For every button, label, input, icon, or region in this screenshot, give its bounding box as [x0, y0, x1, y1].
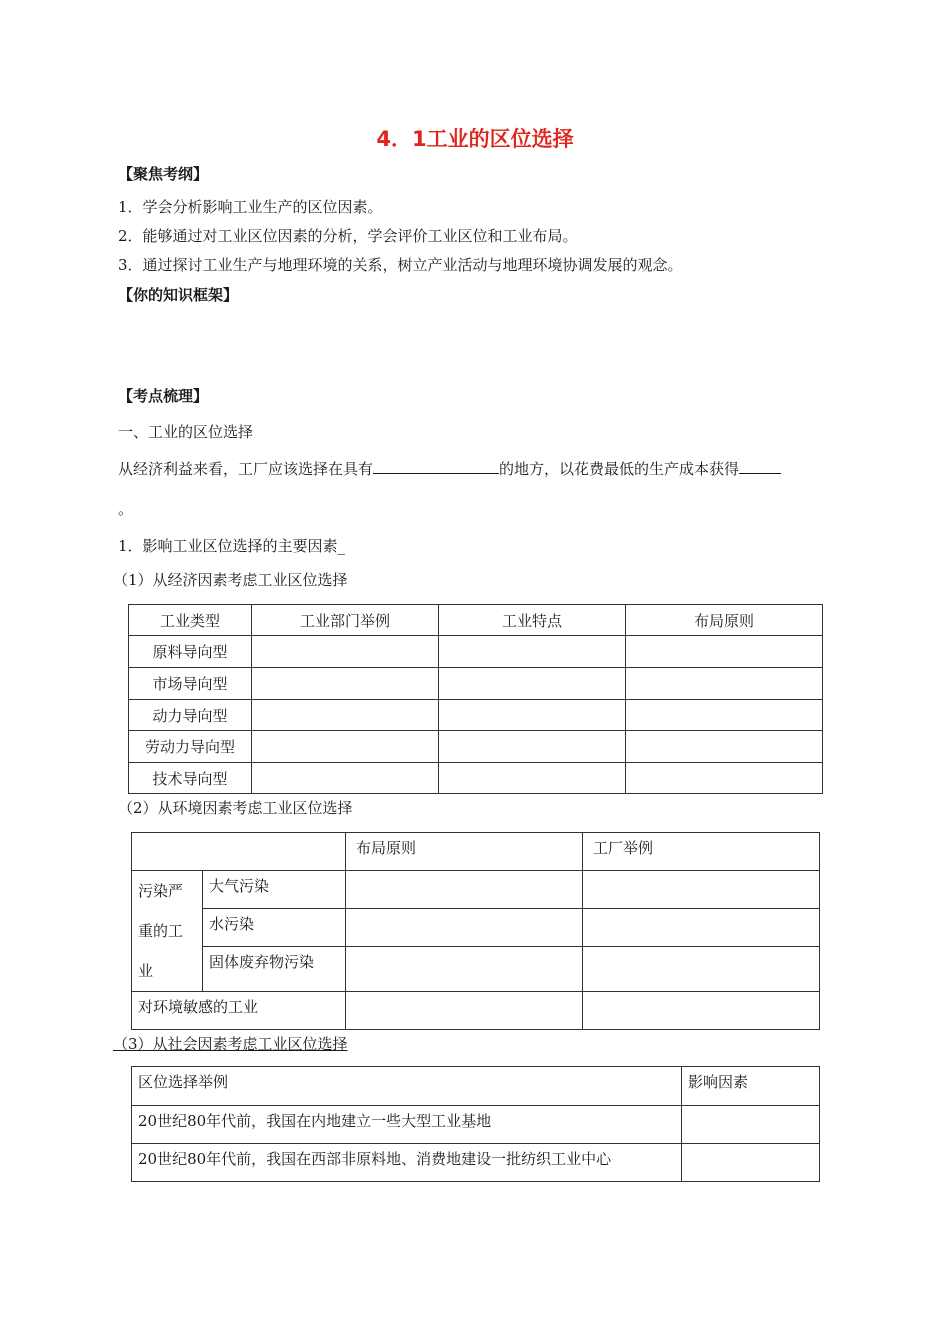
review-heading: 【考点梳理】	[118, 387, 209, 405]
page-title: 4．1工业的区位选择	[376, 127, 574, 151]
example-cell: 20世纪80年代前，我国在西部非原料地、消费地建设一批纺织工业中心	[132, 1144, 682, 1182]
table-row	[129, 700, 823, 731]
table-header-row	[129, 605, 823, 636]
header-cell: 影响因素	[682, 1067, 820, 1106]
header-cell: 工业特点	[439, 605, 626, 636]
table-row	[132, 871, 820, 909]
q2-title: （2）从环境因素考虑工业区位选择	[118, 799, 353, 817]
answer-cell[interactable]	[252, 763, 439, 794]
answer-cell[interactable]	[682, 1106, 820, 1144]
header-cell: 工业部门举例	[252, 605, 439, 636]
table-row	[132, 1144, 820, 1182]
table-row	[129, 763, 823, 794]
answer-cell[interactable]	[439, 763, 626, 794]
answer-cell[interactable]	[252, 668, 439, 700]
row-label: 固体废弃物污染	[203, 947, 346, 992]
answer-cell[interactable]	[346, 909, 583, 947]
answer-cell[interactable]	[626, 636, 823, 668]
table-header-row	[132, 833, 820, 871]
social-factors-table	[131, 1066, 820, 1182]
framework-heading: 【你的知识框架】	[118, 286, 239, 304]
row-label: 原料导向型	[129, 636, 252, 668]
fill-sentence-b: 的地方，以花费最低的生产成本获得	[499, 460, 740, 478]
row-label: 技术导向型	[129, 763, 252, 794]
row-label: 大气污染	[203, 871, 346, 909]
q3-title: （3）从社会因素考虑工业区位选择	[113, 1035, 348, 1053]
sub1-text: 1．影响工业区位选择的主要因素	[118, 537, 338, 555]
part1-title: 一、工业的区位选择	[118, 423, 254, 441]
answer-cell[interactable]	[252, 700, 439, 731]
fill-sentence	[118, 458, 781, 479]
answer-cell[interactable]	[439, 636, 626, 668]
answer-cell[interactable]	[682, 1144, 820, 1182]
answer-cell[interactable]	[583, 871, 820, 909]
header-cell: 布局原则	[346, 833, 583, 871]
answer-cell[interactable]	[346, 947, 583, 992]
economic-factors-table	[128, 604, 823, 794]
row-label: 劳动力导向型	[129, 731, 252, 763]
environmental-factors-table	[131, 832, 820, 1030]
table-row	[129, 668, 823, 700]
table-row	[129, 636, 823, 668]
table-header-row	[132, 1067, 820, 1106]
answer-cell[interactable]	[583, 947, 820, 992]
header-cell: 工业类型	[129, 605, 252, 636]
row-label: 市场导向型	[129, 668, 252, 700]
fill-blank-1[interactable]	[373, 459, 499, 474]
answer-cell[interactable]	[583, 909, 820, 947]
header-cell: 工厂举例	[583, 833, 820, 871]
answer-cell[interactable]	[626, 668, 823, 700]
table-row	[132, 1106, 820, 1144]
table-row	[129, 731, 823, 763]
sub1-trail: _	[337, 537, 346, 555]
row-label: 对环境敏感的工业	[132, 992, 346, 1030]
sub1-title	[118, 535, 345, 556]
group-label: 污染严重的工业	[132, 871, 203, 992]
answer-cell[interactable]	[439, 700, 626, 731]
table-row	[132, 992, 820, 1030]
q1-title: （1）从经济因素考虑工业区位选择	[113, 571, 348, 589]
answer-cell[interactable]	[439, 731, 626, 763]
row-label: 动力导向型	[129, 700, 252, 731]
answer-cell[interactable]	[626, 700, 823, 731]
focus-item-3: 3．通过探讨工业生产与地理环境的关系，树立产业活动与地理环境协调发展的观念。	[118, 256, 683, 274]
answer-cell[interactable]	[252, 731, 439, 763]
focus-heading: 【聚焦考纲】	[118, 165, 209, 183]
answer-cell[interactable]	[626, 731, 823, 763]
header-cell: 区位选择举例	[132, 1067, 682, 1106]
table-row	[132, 947, 820, 992]
header-cell	[132, 833, 346, 871]
table-row	[132, 909, 820, 947]
answer-cell[interactable]	[346, 871, 583, 909]
example-cell: 20世纪80年代前，我国在内地建立一些大型工业基地	[132, 1106, 682, 1144]
answer-cell[interactable]	[626, 763, 823, 794]
header-cell: 布局原则	[626, 605, 823, 636]
answer-cell[interactable]	[346, 992, 583, 1030]
answer-cell[interactable]	[439, 668, 626, 700]
fill-blank-2[interactable]	[739, 459, 781, 474]
focus-item-2: 2．能够通过对工业区位因素的分析，学会评价工业区位和工业布局。	[118, 227, 578, 245]
focus-item-1: 1．学会分析影响工业生产的区位因素。	[118, 198, 383, 216]
answer-cell[interactable]	[252, 636, 439, 668]
answer-cell[interactable]	[583, 992, 820, 1030]
row-label: 水污染	[203, 909, 346, 947]
fill-sentence-a: 从经济利益来看，工厂应该选择在具有	[118, 460, 374, 478]
fill-sentence-end: 。	[118, 500, 134, 518]
